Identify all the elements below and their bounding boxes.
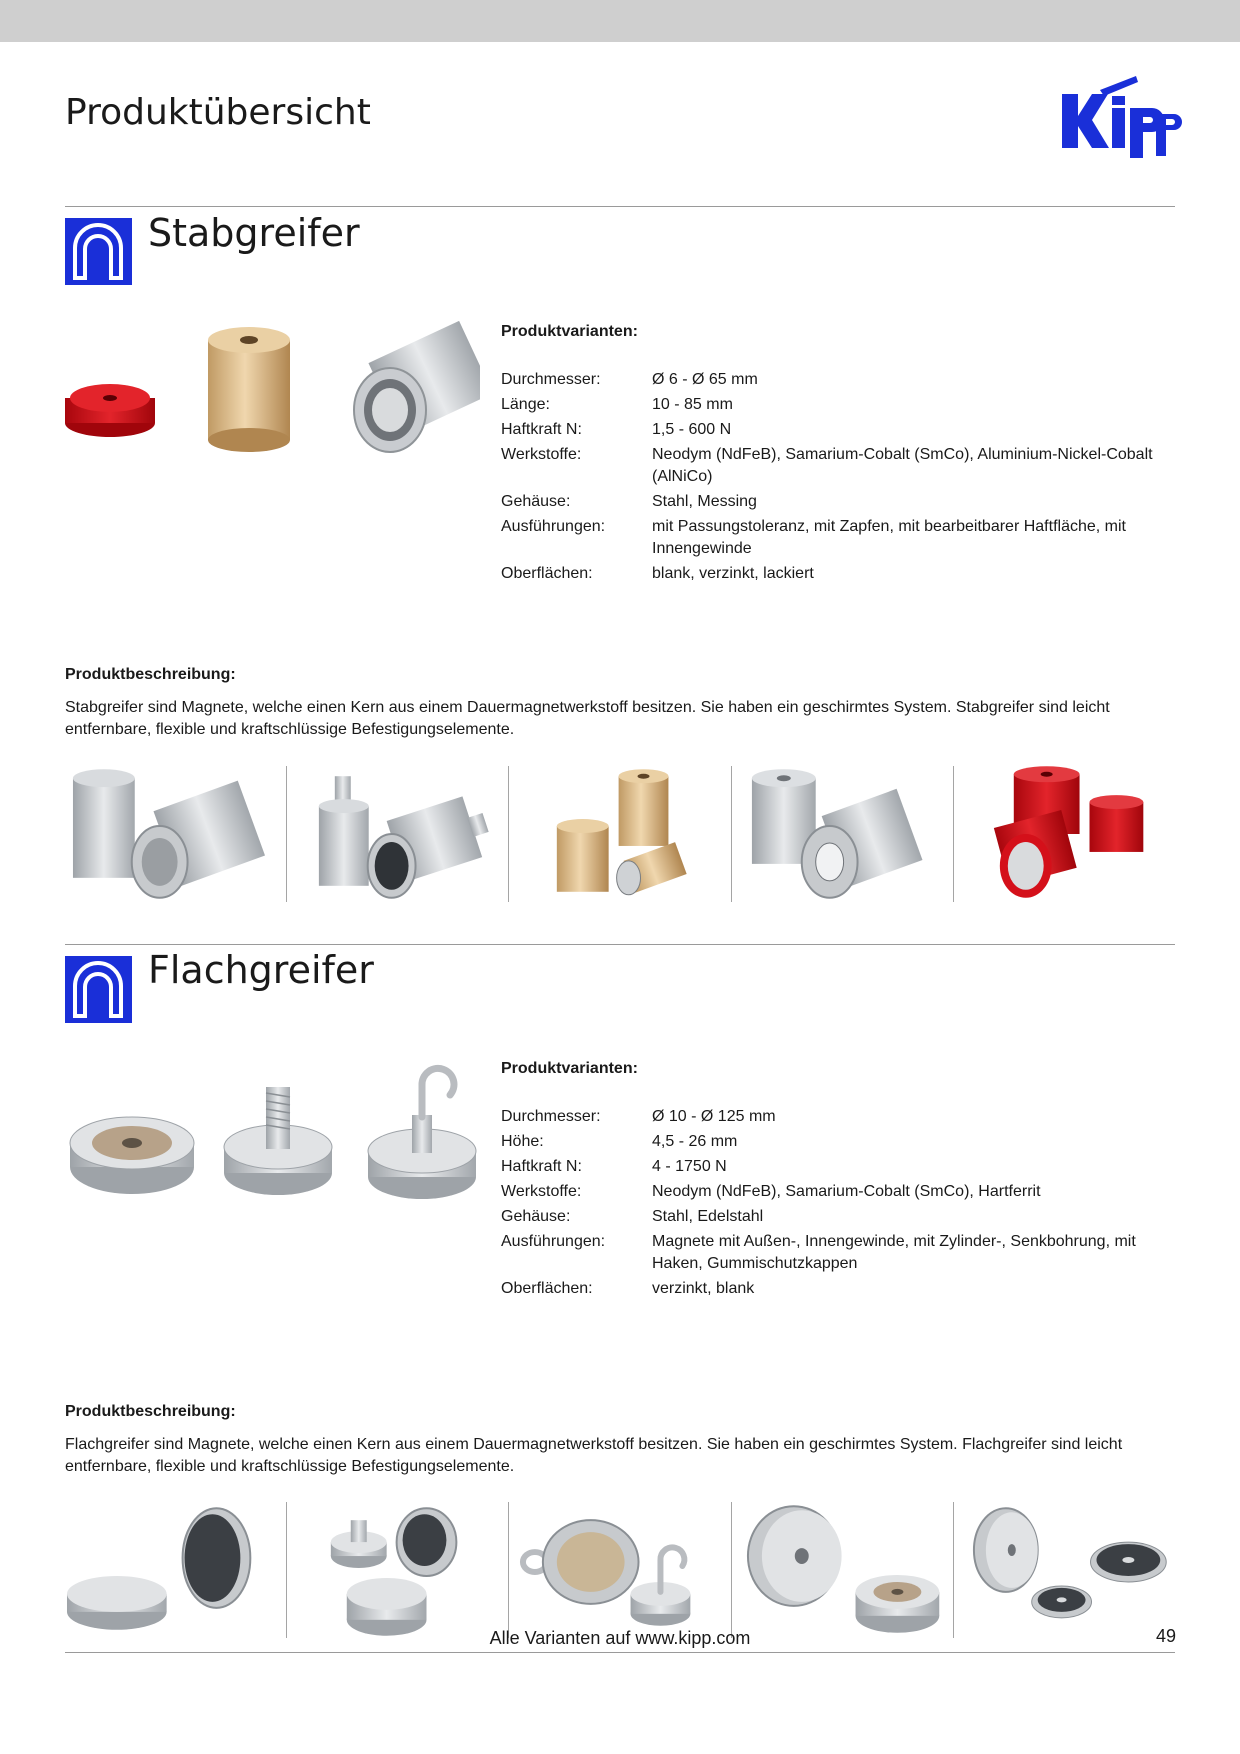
- description-heading: Produktbeschreibung:: [65, 1403, 236, 1420]
- gallery-image: [286, 1502, 508, 1638]
- spec-row: [501, 1106, 1181, 1128]
- gallery-image: [731, 766, 953, 902]
- spec-label: Durchmesser:: [501, 1108, 601, 1125]
- spec-value: 1,5 - 600 N: [652, 421, 732, 438]
- spec-label: Werkstoffe:: [501, 1183, 582, 1200]
- spec-table-flachgreifer: [501, 1058, 1181, 1303]
- kipp-logo: [1062, 76, 1182, 166]
- spec-row: [501, 1181, 1181, 1203]
- magnet-icon: [65, 956, 132, 1023]
- variants-heading: Produktvarianten:: [501, 1060, 638, 1077]
- product-image-stabgreifer: [60, 310, 480, 470]
- description-text: Stabgreifer sind Magnete, welche einen Kern aus einem Dauermagnetwerkstoff besitzen. Sie haben ein geschirmtes System. Stabgreifer sind leicht entfernbare, flexible und kraftschlüssige Befestigungselemente.: [65, 699, 1110, 738]
- spec-value: Magnete mit Außen-, Innengewinde, mit Zylinder-, Senkbohrung, mit Haken, Gummischutzkappen: [652, 1233, 1136, 1272]
- description-text: Flachgreifer sind Magnete, welche einen Kern aus einem Dauermagnetwerkstoff besitzen. Sie haben ein geschirmtes System. Flachgreifer sind leicht entfernbare, flexible und kraftschlüssige Befestigungselemente.: [65, 1436, 1123, 1475]
- spec-value: 10 - 85 mm: [652, 396, 733, 413]
- spec-row: [501, 444, 1181, 488]
- spec-label: Haftkraft N:: [501, 421, 582, 438]
- spec-row: [501, 516, 1181, 560]
- gallery-image: [731, 1502, 953, 1638]
- spec-value: mit Passungstoleranz, mit Zapfen, mit bearbeitbarer Haftfläche, mit Innengewinde: [652, 518, 1126, 557]
- gallery-image: [286, 766, 508, 902]
- spec-label: Länge:: [501, 396, 550, 413]
- section-divider: [65, 944, 1175, 945]
- spec-label: Höhe:: [501, 1133, 544, 1150]
- spec-row: [501, 1278, 1181, 1300]
- spec-value: Ø 10 - Ø 125 mm: [652, 1108, 776, 1125]
- page-title: Produktübersicht: [65, 92, 371, 133]
- spec-row: [501, 1131, 1181, 1153]
- gallery-image: [953, 766, 1175, 902]
- section-divider: [65, 206, 1175, 207]
- product-gallery-stabgreifer: [65, 766, 1175, 902]
- spec-value: 4 - 1750 N: [652, 1158, 727, 1175]
- gallery-image: [65, 766, 286, 902]
- footer-divider: [65, 1652, 1175, 1653]
- gallery-image: [508, 1502, 730, 1638]
- top-bar: [0, 0, 1240, 42]
- spec-label: Werkstoffe:: [501, 446, 582, 463]
- spec-row: [501, 419, 1181, 441]
- spec-label: Haftkraft N:: [501, 1158, 582, 1175]
- spec-value: Stahl, Edelstahl: [652, 1208, 764, 1225]
- section-title: Stabgreifer: [148, 211, 360, 255]
- spec-row: [501, 1206, 1181, 1228]
- product-gallery-flachgreifer: [65, 1502, 1175, 1638]
- page-number: 49: [1155, 1626, 1176, 1646]
- spec-row: [501, 491, 1181, 513]
- spec-value: Neodym (NdFeB), Samarium-Cobalt (SmCo), Aluminium-Nickel-Cobalt (AlNiCo): [652, 446, 1153, 485]
- gallery-image: [65, 1502, 286, 1638]
- section-title: Flachgreifer: [148, 948, 374, 992]
- spec-label: Gehäuse:: [501, 1208, 571, 1225]
- magnet-icon: [65, 218, 132, 285]
- spec-row: [501, 394, 1181, 416]
- spec-label: Durchmesser:: [501, 371, 601, 388]
- spec-value: Stahl, Messing: [652, 493, 757, 510]
- spec-label: Ausführungen:: [501, 1233, 606, 1250]
- footer-text: Alle Varianten auf www.kipp.com: [489, 1628, 751, 1648]
- spec-value: verzinkt, blank: [652, 1280, 755, 1297]
- spec-label: Oberflächen:: [501, 565, 593, 582]
- spec-value: Ø 6 - Ø 65 mm: [652, 371, 758, 388]
- spec-value: blank, verzinkt, lackiert: [652, 565, 814, 582]
- spec-value: Neodym (NdFeB), Samarium-Cobalt (SmCo), Hartferrit: [652, 1183, 1041, 1200]
- spec-row: [501, 1231, 1181, 1275]
- spec-label: Gehäuse:: [501, 493, 571, 510]
- spec-row: [501, 1156, 1181, 1178]
- gallery-image: [508, 766, 730, 902]
- spec-label: Ausführungen:: [501, 518, 606, 535]
- spec-table-stabgreifer: [501, 321, 1181, 588]
- spec-label: Oberflächen:: [501, 1280, 593, 1297]
- spec-value: 4,5 - 26 mm: [652, 1133, 738, 1150]
- description-heading: Produktbeschreibung:: [65, 666, 236, 683]
- spec-row: [501, 563, 1181, 585]
- product-image-flachgreifer: [60, 1055, 480, 1215]
- spec-row: [501, 369, 1181, 391]
- variants-heading: Produktvarianten:: [501, 323, 638, 340]
- gallery-image: [953, 1502, 1175, 1638]
